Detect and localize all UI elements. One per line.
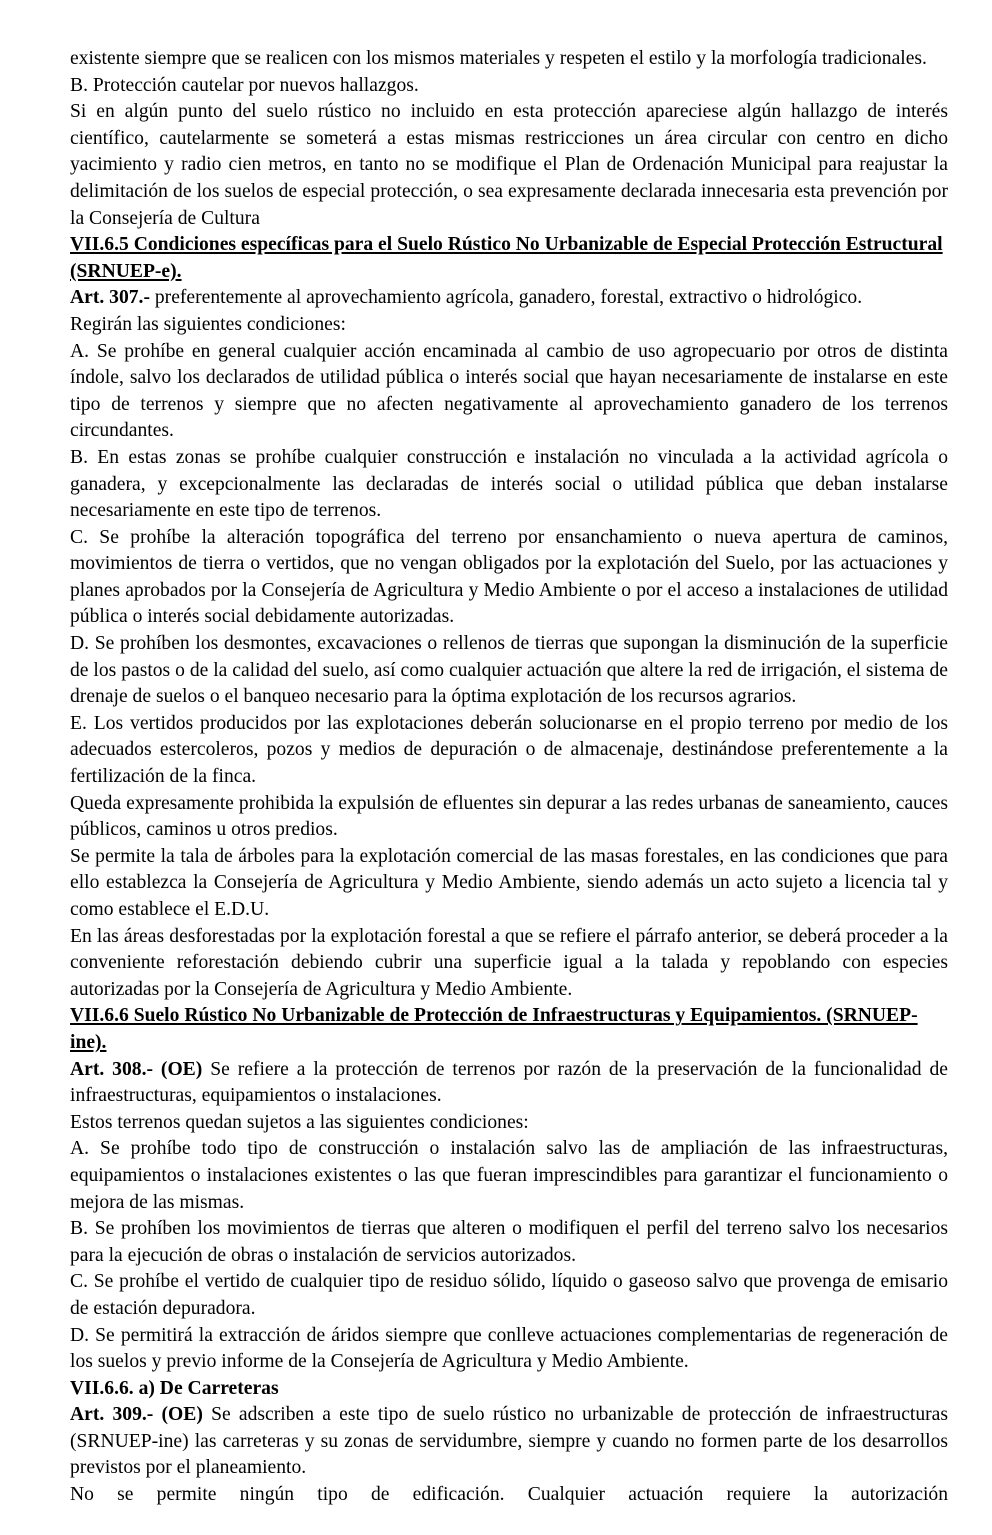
article-body-308: Se refiere a la protección de terrenos por razón de la preservación de la funcionalidad de infraestructuras, equipamientos o instalaciones. [70,1058,948,1107]
paragraph-no-se-permite-edificacion: No se permite ningún tipo de edificación. Cualquier actuación requiere la autorización [70,1484,948,1506]
paragraph-condicion-a-307: A. Se prohíbe en general cualquier acción encaminada al cambio de uso agropecuario por otros de distinta índole, salvo los declarados de utilidad pública o interés social que hayan necesariamente de instalarse en este tipo de terrenos y siempre que no afecten negativamente al aprovechamiento ganadero de los terrenos circundantes. [70,340,948,442]
paragraph-condicion-c-307: C. Se prohíbe la alteración topográfica del terreno por ensanchamiento o nueva apertura de caminos, movimientos de tierra o vertidos, que no vengan obligados por la explotación del Suelo, por las actuaciones y planes aprobados por la Consejería de Agricultura y Medio Ambiente o por el acceso a instalaciones de utilidad pública o interés social debidamente autorizadas. [70,526,948,628]
paragraph-condicion-d-307: D. Se prohíben los desmontes, excavaciones o rellenos de tierras que supongan la disminución de la superficie de los pastos o de la calidad del suelo, así como cualquier actuación que altere la red de irrigación, el sistema de drenaje de suelos o el banqueo necesario para la óptima explotación de los recursos agrarios. [70,633,948,708]
paragraph-proteccion-cautelar: B. Protección cautelar por nuevos hallazgos. [70,74,419,96]
heading-vii-6-6-text: VII.6.6 Suelo Rústico No Urbanizable de Protección de Infraestructuras y Equipamientos. (SRNUEP-ine). [70,1005,918,1053]
paragraph-reforestacion: En las áreas desforestadas por la explotación forestal a que se refiere el párrafo anterior, se deberá proceder a la conveniente reforestación debiendo cubrir una superficie igual a la talada y repoblando con especies autorizadas por la Consejería de Agricultura y Medio Ambiente. [70,925,948,1000]
paragraph-condicion-a-308: A. Se prohíbe todo tipo de construcción o instalación salvo las de ampliación de las infraestructuras, equipamientos o instalaciones existentes o las que fueran imprescindibles para garantizar el funcionamiento o mejora de las mismas. [70,1138,948,1213]
article-body-309: Se adscriben a este tipo de suelo rústico no urbanizable de protección de infraestructuras (SRNUEP-ine) las carreteras y su zonas de servidumbre, siempre y cuando no formen parte de los desarrollos previstos por el planeamiento. [70,1404,948,1479]
subheading-vii-6-6-a-carreteras: VII.6.6. a) De Carreteras [70,1377,279,1399]
paragraph-art-308 [70,1057,948,1110]
paragraph-prohibicion-efluentes: Queda expresamente prohibida la expulsión de efluentes sin depurar a las redes urbanas de saneamiento, cauces públicos, caminos u otros predios. [70,792,948,841]
paragraph-existente-siempre: existente siempre que se realicen con los mismos materiales y respeten el estilo y la morfología tradicionales. [70,48,927,69]
heading-vii-6-5-text: VII.6.5 Condiciones específicas para el Suelo Rústico No Urbanizable de Especial Protección Estructural (SRNUEP-e). [70,234,943,282]
paragraph-condicion-d-308: D. Se permitirá la extracción de áridos siempre que conlleve actuaciones complementarias de regeneración de los suelos y previo informe de la Consejería de Agricultura y Medio Ambiente. [70,1324,948,1373]
paragraph-condicion-c-308: C. Se prohíbe el vertido de cualquier tipo de residuo sólido, líquido o gaseoso salvo que provenga de emisario de estación depuradora. [70,1271,948,1319]
article-label-309: Art. 309.- (OE) [70,1404,203,1426]
article-body-307: preferentemente al aprovechamiento agrícola, ganadero, forestal, extractivo o hidrológico. [149,287,863,309]
paragraph-art-307 [70,285,948,312]
paragraph-condicion-b-308: B. Se prohíben los movimientos de tierras que alteren o modifiquen el perfil del terreno salvo los necesarios para la ejecución de obras o instalación de servicios autorizados. [70,1218,948,1266]
paragraph-tala-arboles: Se permite la tala de árboles para la explotación comercial de las masas forestales, en las condiciones que para ello establezca la Consejería de Agricultura y Medio Ambiente, siendo además un acto sujeto a licencia tal y como establece el E.D.U. [70,845,948,920]
paragraph-hallazgo-interes-cientifico: Si en algún punto del suelo rústico no incluido en esta protección apareciese algún hallazgo de interés científico, cautelarmente se someterá a estas mismas restricciones un área circular con centro en dicho yacimiento y radio cien metros, en tanto no se modifique el Plan de Ordenación Municipal para reajustar la delimitación de los suelos de especial protección, o sea expresamente declarada innecesaria esta prevención por la Consejería de Cultura [70,101,948,229]
paragraph-estos-terrenos: Estos terrenos quedan sujetos a las siguientes condiciones: [70,1111,529,1133]
article-label-307: Art. 307.- [70,287,150,309]
article-label-308: Art. 308.- (OE) [70,1058,203,1080]
heading-vii-6-6 [70,1003,948,1056]
paragraph-regiran-condiciones: Regirán las siguientes condiciones: [70,313,346,335]
document-body [70,46,948,1535]
paragraph-art-309 [70,1402,948,1482]
paragraph-condicion-b-307: B. En estas zonas se prohíbe cualquier construcción e instalación no vinculada a la actividad agrícola o ganadera, y excepcionalmente las declaradas de interés social o utilidad pública que deban instalarse necesariamente en este tipo de terrenos. [70,446,948,522]
paragraph-condicion-e-307: E. Los vertidos producidos por las explotaciones deberán solucionarse en el propio terreno por medio de los adecuados estercoleros, pozos y medios de depuración o de almacenaje, destinándose preferentemente a la fertilización de la finca. [70,712,948,788]
heading-vii-6-5 [70,232,948,285]
